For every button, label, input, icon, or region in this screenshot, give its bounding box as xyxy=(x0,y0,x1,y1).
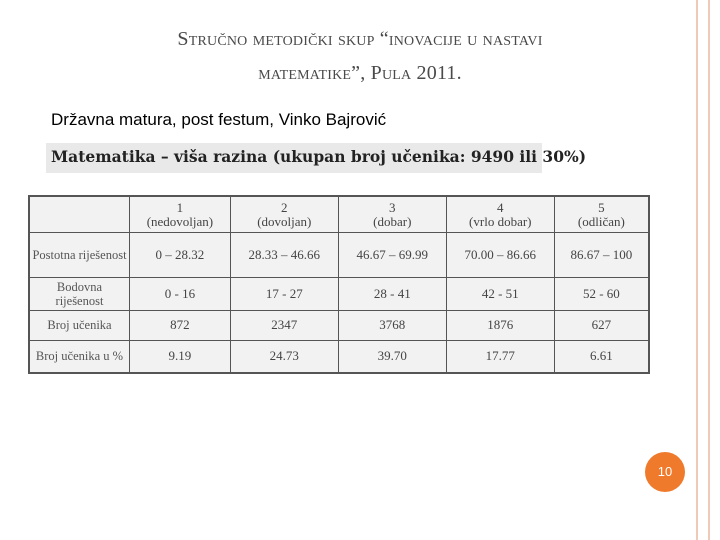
grade-number: 4 xyxy=(497,199,504,215)
table-cell: 28 - 41 xyxy=(338,278,446,310)
page-number-badge: 10 xyxy=(645,452,685,492)
table-cell: 627 xyxy=(554,310,648,340)
table-header-cell xyxy=(338,197,446,233)
table-header-row xyxy=(30,197,649,233)
table-cell: 6.61 xyxy=(554,340,648,372)
slide-title-line-2: matematike”, Pula 2011. xyxy=(258,62,462,84)
grade-label: (nedovoljan) xyxy=(146,213,214,229)
slide-title xyxy=(60,22,660,90)
table-heading-image xyxy=(46,143,587,173)
table-cell: 9.19 xyxy=(130,340,231,372)
table-row xyxy=(30,278,649,310)
table-header-cell xyxy=(130,197,231,233)
table-cell: 46.67 – 69.99 xyxy=(338,233,446,278)
table-cell: 24.73 xyxy=(230,340,338,372)
row-label: Postotna riješenost xyxy=(30,233,130,278)
decorative-border-right-outer xyxy=(708,0,710,540)
table-row xyxy=(30,310,649,340)
table-cell: 86.67 – 100 xyxy=(554,233,648,278)
table-cell: 17.77 xyxy=(446,340,554,372)
table-header-cell xyxy=(446,197,554,233)
table-cell: 1876 xyxy=(446,310,554,340)
grade-label: (dobar) xyxy=(373,213,412,229)
row-label: Bodovna riješenost xyxy=(30,278,130,310)
table-cell: 42 - 51 xyxy=(446,278,554,310)
slide-title-line-1: Stručno metodički skup “inovacije u nastavi xyxy=(177,28,543,50)
grades-table xyxy=(29,196,649,373)
row-label: Broj učenika xyxy=(30,310,130,340)
grade-number: 1 xyxy=(176,199,184,215)
table-cell: 0 – 28.32 xyxy=(130,233,231,278)
grade-label: (vrlo dobar) xyxy=(469,213,532,229)
row-label: Broj učenika u % xyxy=(30,340,130,372)
table-row xyxy=(30,340,649,372)
table-cell: 872 xyxy=(130,310,231,340)
table-heading-text: Matematika – viša razina (ukupan broj učenika: 9490 ili 30%) xyxy=(51,147,587,166)
grade-label: (odličan) xyxy=(577,213,625,229)
grades-table-image xyxy=(28,195,650,374)
table-cell: 2347 xyxy=(230,310,338,340)
table-cell: 52 - 60 xyxy=(554,278,648,310)
grade-number: 3 xyxy=(389,199,396,215)
table-cell: 3768 xyxy=(338,310,446,340)
table-cell: 17 - 27 xyxy=(230,278,338,310)
grade-number: 5 xyxy=(598,199,605,215)
table-row xyxy=(30,233,649,278)
table-cell: 0 - 16 xyxy=(130,278,231,310)
grade-label: (dovoljan) xyxy=(257,213,312,229)
table-cell: 70.00 – 86.66 xyxy=(446,233,554,278)
grade-number: 2 xyxy=(281,199,288,215)
table-header-cell xyxy=(230,197,338,233)
table-cell: 28.33 – 46.66 xyxy=(230,233,338,278)
table-corner-cell xyxy=(30,197,130,233)
table-cell: 39.70 xyxy=(338,340,446,372)
decorative-border-right-inner xyxy=(696,0,698,540)
table-header-cell xyxy=(554,197,648,233)
slide-subtitle: Državna matura, post festum, Vinko Bajrović xyxy=(51,110,387,129)
